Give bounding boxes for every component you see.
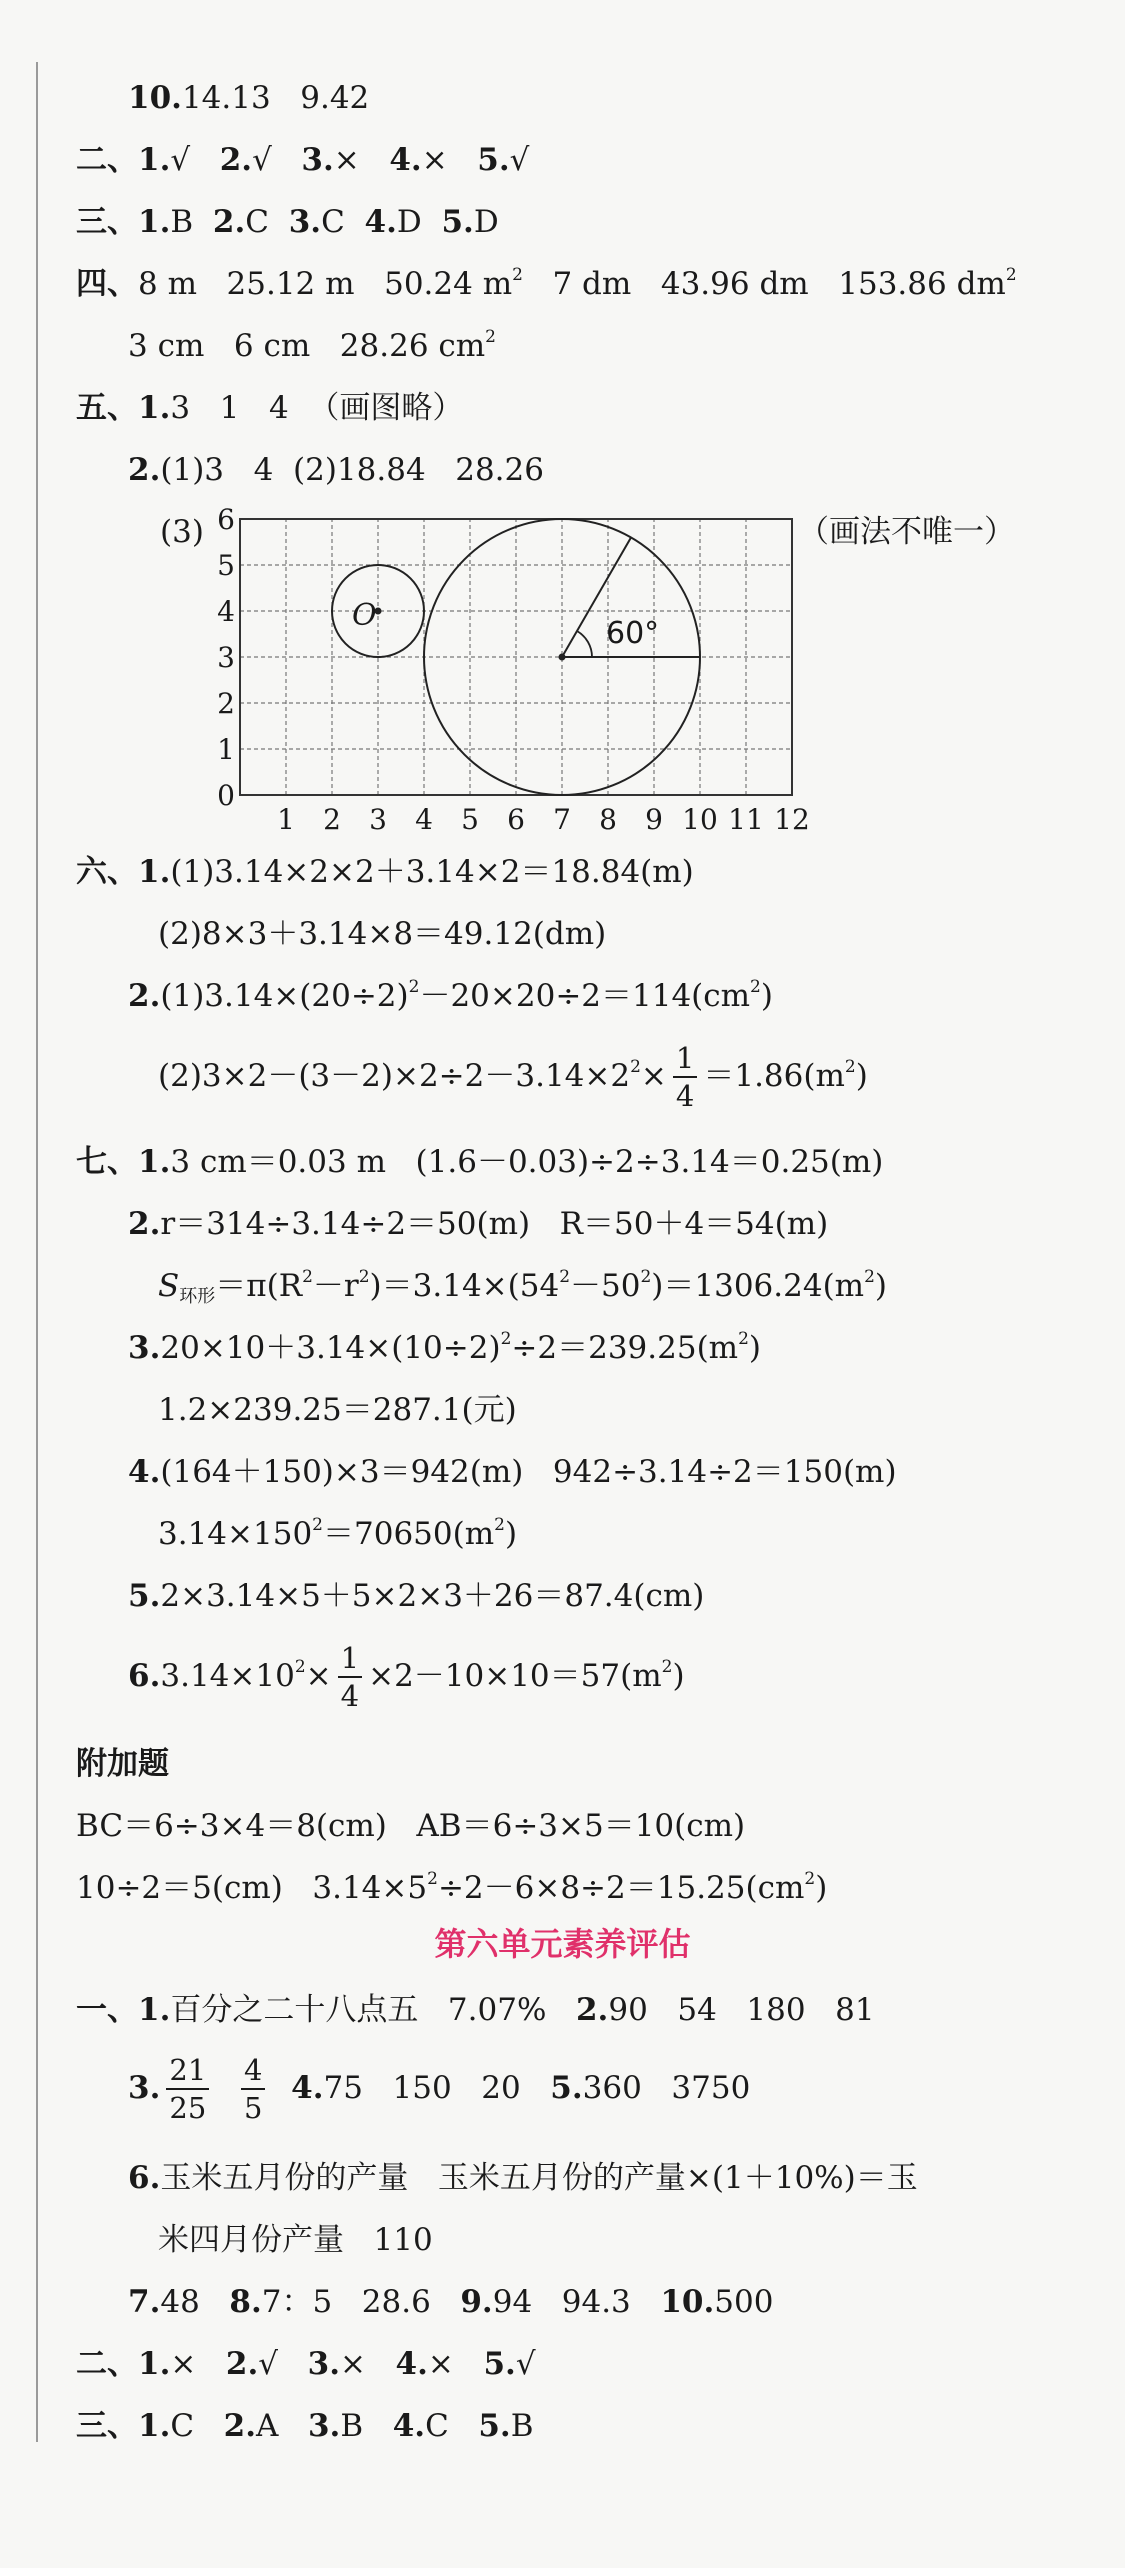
unit-title: 第六单元素养评估	[434, 1925, 691, 1963]
fraction: $\frac{1}{4}$	[673, 1044, 697, 1111]
section-7-q1: 七、1.3 cm＝0.03 m (1.6－0.03)÷2÷3.14＝0.25(m)	[76, 1144, 884, 1180]
section-7-q5: 5.2×3.14×5＋5×2×3＋26＝87.4(cm)	[128, 1578, 705, 1614]
unit6-section-1-q3: 3. $\frac{21}{25}$ $\frac{4}{5}$ 4.75 150 20 5.360 3750	[128, 2053, 751, 2125]
x-tick-label: 0	[217, 779, 235, 812]
y-tick-label: 3	[217, 641, 235, 674]
fraction: $\frac{21}{25}$	[166, 2056, 209, 2123]
fraction: $\frac{4}{5}$	[241, 2056, 265, 2123]
x-tick-label: 4	[415, 803, 433, 836]
grid-circle-diagram	[160, 503, 810, 836]
bonus-heading: 附加题	[76, 1746, 169, 1782]
x-tick-label: 12	[774, 803, 810, 836]
unit6-section-3: 三、1.C 2.A 3.B 4.C 5.B	[76, 2408, 534, 2444]
section-6-q2-1: $2.(1)3.14\times(20\div 2)^2-20\times 20\div 2=114(cm^2)$	[128, 977, 773, 1014]
answer-line: 10.14.13 9.42	[128, 80, 370, 116]
x-tick-label: 10	[682, 803, 718, 836]
section-7-q4-area: $3.14\times 150^2=70650(m^2)$	[158, 1515, 518, 1552]
section-7-q3: $3.20\times 10+3.14\times(10\div 2)^2\div 2=239.25(m^2)$	[128, 1329, 762, 1366]
section-4-answers: 四、8 m 25.12 m 50.24 $m^2$ 7 dm 43.96 dm 153.86 $dm^2$	[76, 265, 1017, 302]
unit6-section-2: 二、1.× 2.√ 3.× 4.× 5.√	[76, 2346, 536, 2382]
section-6-q1-1: 六、1.(1)3.14×2×2＋3.14×2＝18.84(m)	[76, 854, 694, 890]
y-tick-label: 4	[217, 595, 235, 628]
y-tick-label: 1	[217, 733, 235, 766]
section-5-q2-3-label: (3)	[160, 514, 204, 550]
x-tick-label: 1	[277, 803, 295, 836]
section-7-q3-cost: 1.2×239.25＝287.1(元)	[158, 1392, 517, 1428]
section-3-answers: 三、1.B 2.C 3.C 4.D 5.D	[76, 204, 499, 240]
fraction: $\frac{1}{4}$	[338, 1644, 362, 1711]
section-4-answers-cont: 3 cm 6 cm 28.26 $cm^2$	[128, 327, 496, 364]
unit6-section-1-q7-10: 7.48 8.7：5 28.6 9.94 94.3 10.500	[128, 2284, 774, 2320]
center-label-o: O	[352, 598, 377, 633]
x-tick-label: 6	[507, 803, 525, 836]
margin-line	[36, 62, 38, 2442]
section-2-answers: 二、1.√ 2.√ 3.× 4.× 5.√	[76, 142, 530, 178]
section-6-q1-2: (2)8×3＋3.14×8＝49.12(dm)	[158, 916, 607, 952]
section-7-q2: 2.r＝314÷3.14÷2＝50(m) R＝50＋4＝54(m)	[128, 1206, 829, 1242]
unit6-section-1-q1: 一、1.百分之二十八点五 7.07% 2.90 54 180 81	[76, 1992, 875, 2028]
section-5-q2: 2.(1)3 4 (2)18.84 28.26	[128, 452, 544, 488]
unit6-section-1-q6: 6.玉米五月份的产量 玉米五月份的产量×(1＋10%)＝玉	[128, 2160, 918, 2196]
y-tick-label: 2	[217, 687, 235, 720]
bonus-line-1: BC＝6÷3×4＝8(cm) AB＝6÷3×5＝10(cm)	[76, 1808, 746, 1844]
section-7-q4: 4.(164＋150)×3＝942(m) 942÷3.14÷2＝150(m)	[128, 1454, 897, 1490]
y-tick-label: 6	[217, 503, 235, 536]
x-tick-label: 7	[553, 803, 571, 836]
bonus-line-2: 10÷2＝5(cm) $3.14\times 5^2\div 2-6\times 8\div 2=15.25(cm^2)$	[76, 1869, 828, 1906]
unit6-section-1-q6-cont: 米四月份产量 110	[158, 2222, 433, 2258]
grid-lines	[240, 519, 792, 795]
x-tick-label: 5	[461, 803, 479, 836]
section-5-q1: 五、1.3 1 4 （画图略）	[76, 390, 464, 426]
x-tick-label: 2	[323, 803, 341, 836]
angle-label: 60°	[606, 616, 660, 651]
x-tick-label: 3	[369, 803, 387, 836]
section-7-q2-area: $S_{环形}=\pi(R^2-r^2)=3.14\times(54^2-50^2)=1306.24(m^2)$	[158, 1267, 888, 1307]
drawing-note: （画法不唯一）	[798, 514, 1015, 550]
y-tick-label: 5	[217, 549, 235, 582]
x-tick-label: 11	[728, 803, 764, 836]
x-tick-label: 9	[645, 803, 663, 836]
x-tick-label: 8	[599, 803, 617, 836]
section-6-q2-2: $(2)3\times 2-(3-2)\times 2\div 2-3.14\times 2^2\times$ $\frac{1}{4}$ $=1.86(m^2)$	[158, 1041, 868, 1113]
section-7-q6: $6.3.14\times 10^2\times$ $\frac{1}{4}$ $\times 2-10\times 10=57(m^2)$	[128, 1641, 685, 1713]
angle-arc	[577, 631, 592, 657]
